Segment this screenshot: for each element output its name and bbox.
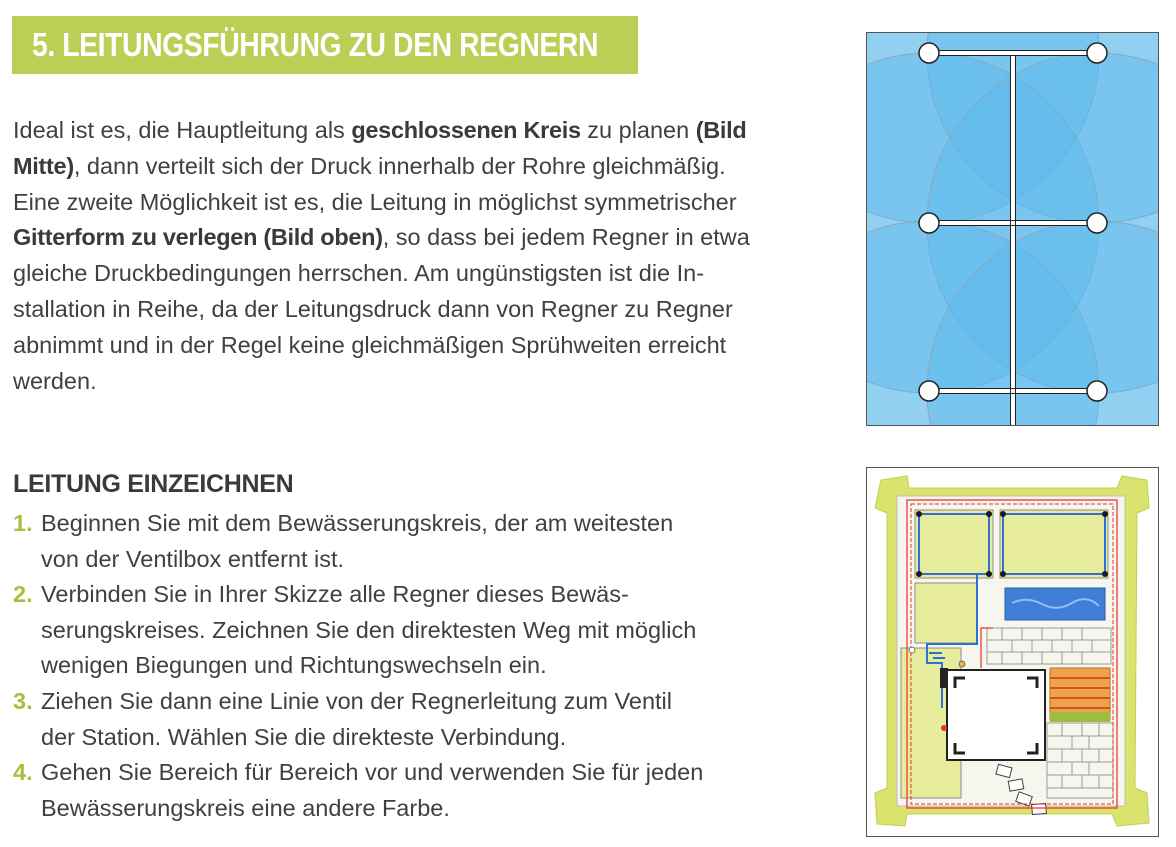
step-item [13,755,833,826]
intro-text-segment: , dann verteilt sich der Druck innerhalb der Rohre gleichmäßig. [73,152,726,179]
intro-text-segment: abnimmt und in der Regel keine gleichmäßigen Sprühweiten erreicht [13,331,727,358]
step-text: Ziehen Sie dann eine Linie von der Regnerleitung zum Ventil [41,687,673,714]
house [947,670,1045,760]
sprinkler-head [919,381,939,401]
sprinkler-head [1087,381,1107,401]
steps-list [13,506,833,826]
step-text: serungskreises. Zeichnen Sie den direktesten Weg mit möglich [41,616,697,643]
sprinkler-head [919,43,939,63]
intro-bold-text: Mitte) [13,152,74,179]
section-banner [12,16,638,74]
step-text: Verbinden Sie in Ihrer Skizze alle Regner dieses Bewäs- [41,581,629,608]
section-heading: 5. LEITUNGSFÜHRUNG ZU DEN REGNERN [32,26,599,63]
step-number: 3. [13,687,33,714]
sprinkler-head [1087,43,1107,63]
intro-line [13,364,843,400]
lawn-area [915,583,977,643]
step-text: Gehen Sie Bereich für Bereich vor und verwenden Sie für jeden [41,759,704,786]
step-item [13,577,833,684]
intro-paragraph [13,113,843,399]
step-text: Beginnen Sie mit dem Bewässerungskreis, der am weitesten [41,510,674,536]
pool [1005,588,1105,620]
sprinkler-grid-svg [867,33,1158,425]
step-text: wenigen Biegungen und Richtungswechseln ein. [41,652,547,679]
intro-text-segment: gleiche Druckbedingungen herrschen. Am ungünstigsten ist die In- [13,260,705,287]
intro-text-segment: werden. [13,367,97,394]
intro-text-segment: Ideal ist es, die Hauptleitung als [13,117,352,143]
step-number: 2. [13,581,33,608]
intro-text-segment: stallation in Reihe, da der Leitungsdruck dann von Regner zu Regner [13,295,733,322]
intro-line [13,328,843,364]
step-text: der Station. Wählen Sie die direkteste Verbindung. [41,723,567,750]
intro-line [13,113,843,149]
intro-line [13,149,843,185]
step-number: 4. [13,759,33,786]
intro-line [13,256,843,292]
intro-line [13,292,843,328]
step-item [13,684,833,755]
valve-box-icon [940,668,948,688]
garden-plan-svg [867,468,1158,836]
step-item [13,506,833,577]
sprinkler-grid-diagram [866,32,1159,426]
intro-bold-text: (Bild [695,117,747,143]
intro-text-segment: , so dass bei jedem Regner in etwa [382,224,750,251]
step-text: von der Ventilbox entfernt ist. [41,545,345,572]
intro-text-segment: zu planen [580,117,696,143]
step-number: 1. [13,510,33,536]
lawn-area [1000,510,1108,578]
garden-plan-sketch [866,467,1159,837]
subsection-heading: LEITUNG EINZEICHNEN [13,470,294,498]
sprinkler-head [919,213,939,233]
intro-bold-text: Gitterform zu verlegen (Bild oben) [13,224,383,251]
intro-text-segment: Eine zweite Möglichkeit ist es, die Leitung in möglichst symmetrischer [13,188,737,215]
intro-bold-text: geschlossenen Kreis [351,117,581,143]
sprinkler-head [1087,213,1107,233]
step-text: Bewässerungskreis eine andere Farbe. [41,794,450,821]
intro-line [13,220,843,256]
intro-line [13,185,843,221]
lawn-area [915,510,993,578]
intro-text [13,113,843,399]
